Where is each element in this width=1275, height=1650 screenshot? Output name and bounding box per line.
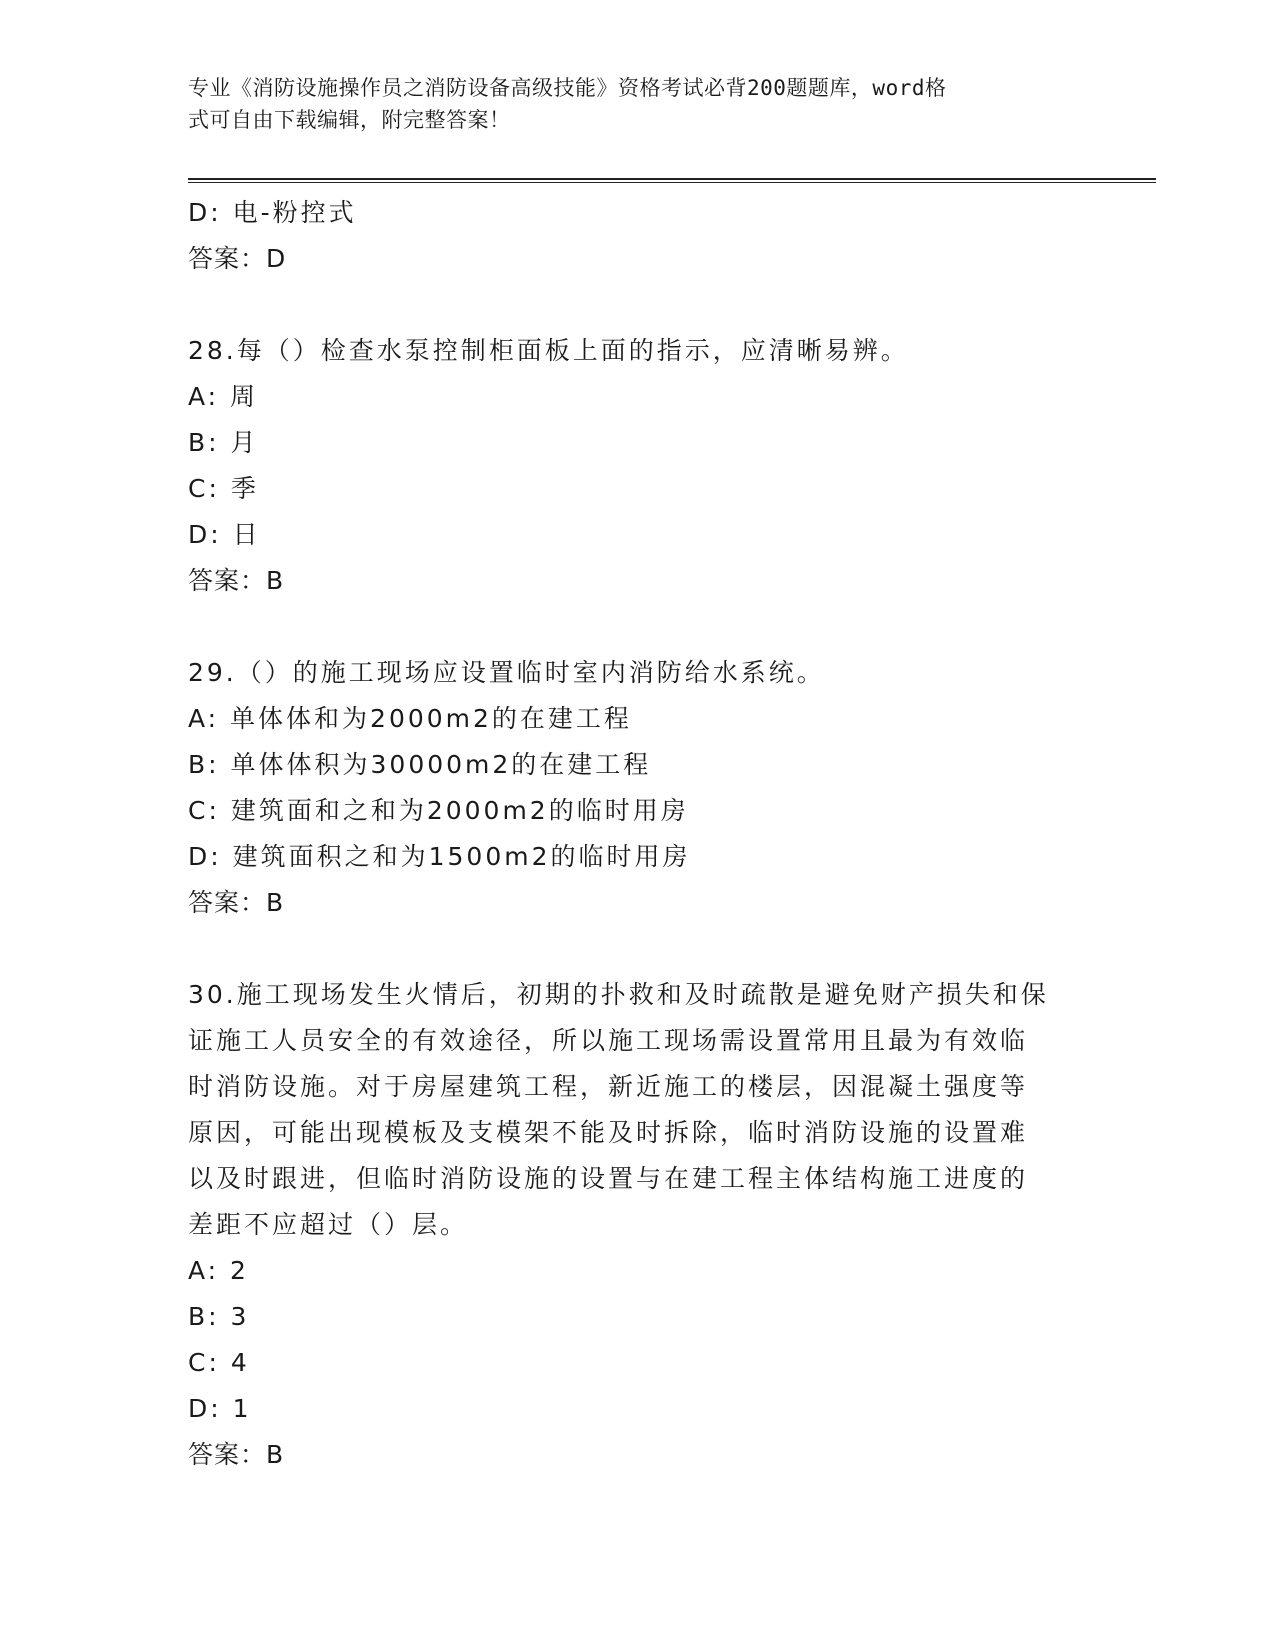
option-b: B: 单体体积为30000m2的在建工程 [188, 750, 652, 779]
question-text-line: 差距不应超过（）层。 [188, 1210, 469, 1239]
option-d: D: 电-粉控式 [188, 198, 357, 227]
header-line-1: 专业《消防设施操作员之消防设备高级技能》资格考试必背200题题库，word格 [188, 76, 947, 100]
question-text-line: 证施工人员安全的有效途径，所以施工现场需设置常用且最为有效临 [188, 1026, 1029, 1055]
answer: 答案：B [188, 1440, 285, 1469]
question-text-line: 30.施工现场发生火情后，初期的扑救和及时疏散是避免财产损失和保 [188, 980, 1049, 1009]
option-c: C: 季 [188, 474, 259, 503]
answer: 答案：D [188, 244, 287, 273]
question-text: 28.每（）检查水泵控制柜面板上面的指示，应清晰易辨。 [188, 336, 909, 365]
option-d: D: 1 [188, 1394, 252, 1423]
question-text-line: 原因，可能出现模板及支模架不能及时拆除，临时消防设施的设置难 [188, 1118, 1029, 1147]
header-divider-thin [188, 182, 1156, 183]
answer: 答案：B [188, 888, 285, 917]
question-30 [188, 972, 1088, 1478]
option-a: A: 单体体和为2000m2的在建工程 [188, 704, 632, 733]
header-line-2: 式可自由下载编辑，附完整答案！ [188, 108, 511, 132]
option-d: D: 日 [188, 520, 261, 549]
option-b: B: 月 [188, 428, 259, 457]
question-29 [188, 650, 1088, 926]
option-a: A: 2 [188, 1256, 249, 1285]
option-c: C: 建筑面和之和为2000m2的临时用房 [188, 796, 689, 825]
answer: 答案：B [188, 566, 285, 595]
question-text-line: 时消防设施。对于房屋建筑工程，新近施工的楼层，因混凝土强度等 [188, 1072, 1029, 1101]
page-header [188, 72, 1078, 136]
question-text: 29.（）的施工现场应设置临时室内消防给水系统。 [188, 658, 825, 687]
question-28 [188, 328, 1088, 604]
question-content [188, 190, 1088, 1478]
option-b: B: 3 [188, 1302, 250, 1331]
header-divider-thick [188, 178, 1156, 180]
option-d: D: 建筑面积之和为1500m2的临时用房 [188, 842, 691, 871]
option-c: C: 4 [188, 1348, 250, 1377]
question-text-line: 以及时跟进，但临时消防设施的设置与在建工程主体结构施工进度的 [188, 1164, 1029, 1193]
option-a: A: 周 [188, 382, 259, 411]
